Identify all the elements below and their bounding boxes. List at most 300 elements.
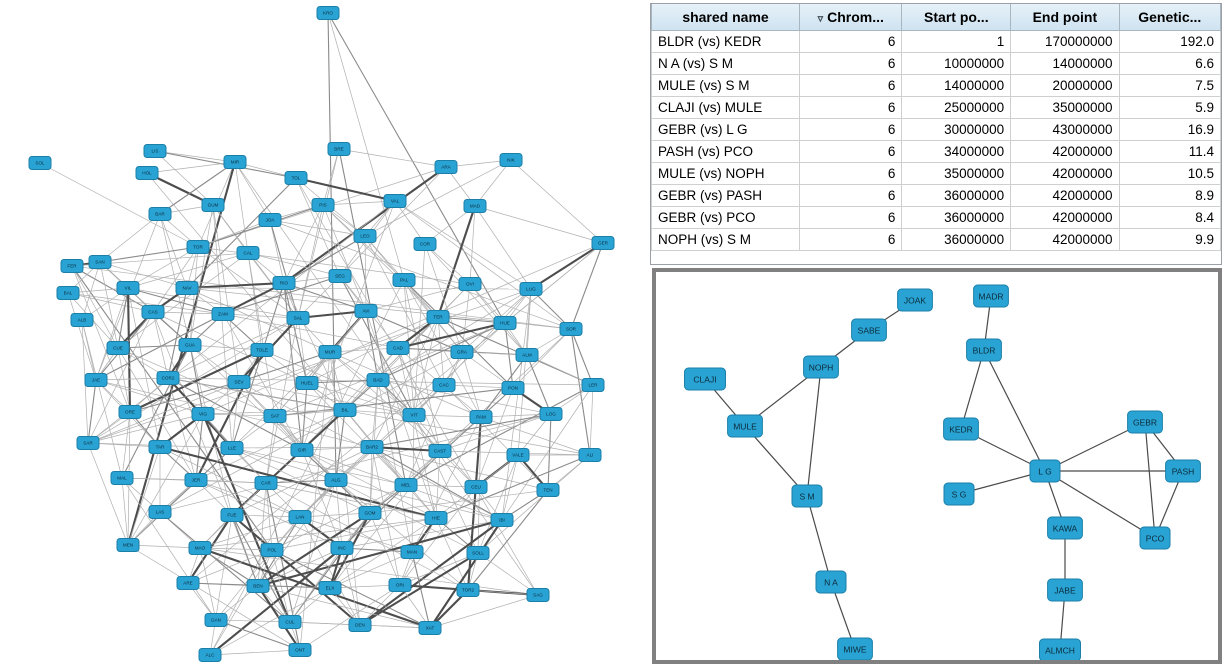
table-cell-shared_name[interactable]: NOPH (vs) S M bbox=[652, 229, 800, 251]
main-network-edge[interactable] bbox=[475, 206, 603, 243]
node-label: BEN bbox=[253, 583, 263, 589]
table-cell-chromosome[interactable]: 6 bbox=[800, 97, 902, 119]
main-network-edge[interactable] bbox=[128, 545, 300, 650]
sub-network-node[interactable] bbox=[967, 339, 1002, 361]
sub-network-node[interactable] bbox=[1128, 411, 1163, 433]
main-network-edge[interactable] bbox=[336, 480, 342, 548]
node-label: ZAM bbox=[218, 311, 228, 317]
main-network-node[interactable] bbox=[189, 542, 211, 555]
table-row[interactable] bbox=[652, 53, 1221, 75]
main-network-node[interactable] bbox=[224, 156, 246, 169]
main-network-node[interactable] bbox=[61, 260, 83, 273]
main-network-node[interactable] bbox=[367, 374, 389, 387]
main-network-node[interactable] bbox=[465, 481, 487, 494]
node-label: PAM bbox=[476, 414, 486, 420]
node-label: BLDR bbox=[972, 345, 996, 356]
main-network-edge[interactable] bbox=[511, 160, 603, 243]
table-cell-start_point[interactable]: 36000000 bbox=[902, 185, 1011, 207]
node-label: FUE bbox=[227, 512, 237, 518]
main-network-edge[interactable] bbox=[302, 383, 307, 450]
table-cell-end_point[interactable]: 43000000 bbox=[1011, 119, 1119, 141]
main-network-edge[interactable] bbox=[531, 243, 603, 289]
table-cell-start_point[interactable]: 1 bbox=[902, 31, 1011, 53]
main-network-edge[interactable] bbox=[160, 214, 190, 345]
main-network-node[interactable] bbox=[89, 256, 111, 269]
sub-network-node[interactable] bbox=[792, 485, 822, 507]
main-network-node[interactable] bbox=[202, 199, 224, 212]
node-label: MEN bbox=[122, 542, 134, 548]
sub-network-nodes[interactable] bbox=[685, 285, 1201, 660]
node-label: MUR bbox=[324, 349, 336, 355]
main-network-edge[interactable] bbox=[412, 552, 430, 628]
main-network-edge[interactable] bbox=[270, 220, 365, 236]
main-network-edge[interactable] bbox=[548, 414, 551, 490]
table-cell-genetic[interactable]: 16.9 bbox=[1119, 119, 1220, 141]
table-cell-start_point[interactable]: 35000000 bbox=[902, 163, 1011, 185]
table-cell-end_point[interactable]: 14000000 bbox=[1011, 53, 1119, 75]
table-cell-shared_name[interactable]: GEBR (vs) PCO bbox=[652, 207, 800, 229]
filter-icon[interactable]: ▿ bbox=[817, 12, 824, 25]
main-network-node[interactable] bbox=[255, 477, 277, 490]
table-cell-chromosome[interactable]: 6 bbox=[800, 185, 902, 207]
table-cell-genetic[interactable]: 192.0 bbox=[1119, 31, 1220, 53]
main-network-node[interactable] bbox=[29, 157, 51, 170]
main-network-node[interactable] bbox=[117, 282, 139, 295]
node-label: LIS bbox=[151, 148, 159, 154]
main-network-node[interactable] bbox=[494, 317, 516, 330]
main-network-node[interactable] bbox=[395, 479, 417, 492]
node-label: GAN bbox=[211, 617, 221, 623]
sub-network-edge[interactable] bbox=[1145, 422, 1155, 538]
main-network-edge[interactable] bbox=[266, 416, 275, 483]
main-network-edge[interactable] bbox=[190, 205, 213, 345]
main-network-node[interactable] bbox=[361, 441, 383, 454]
sub-network-node[interactable] bbox=[944, 483, 974, 505]
main-network-edge[interactable] bbox=[235, 162, 248, 253]
node-label: PON bbox=[508, 385, 518, 391]
sub-network-node[interactable] bbox=[944, 418, 979, 440]
main-network-node[interactable] bbox=[212, 308, 234, 321]
table-cell-chromosome[interactable]: 6 bbox=[800, 75, 902, 97]
main-network-node[interactable] bbox=[419, 622, 441, 635]
table-cell-chromosome[interactable]: 6 bbox=[800, 141, 902, 163]
main-network-edge[interactable] bbox=[284, 283, 366, 311]
node-label: CAL bbox=[243, 250, 253, 256]
main-network-node[interactable] bbox=[289, 511, 311, 524]
table-body[interactable] bbox=[652, 31, 1221, 251]
main-network-node[interactable] bbox=[491, 514, 513, 527]
table-cell-start_point[interactable]: 10000000 bbox=[902, 53, 1011, 75]
main-network-node[interactable] bbox=[537, 484, 559, 497]
main-network-node[interactable] bbox=[354, 230, 376, 243]
main-network-node[interactable] bbox=[414, 238, 436, 251]
main-network-node[interactable] bbox=[273, 277, 295, 290]
main-network-node[interactable] bbox=[177, 577, 199, 590]
table-row[interactable] bbox=[652, 229, 1221, 251]
column-header-genetic[interactable] bbox=[1119, 4, 1220, 31]
node-label: SOLL bbox=[472, 550, 484, 556]
main-network-node[interactable] bbox=[349, 619, 371, 632]
main-network-edge[interactable] bbox=[88, 443, 128, 545]
table-cell-genetic[interactable]: 7.5 bbox=[1119, 75, 1220, 97]
table-cell-end_point[interactable]: 170000000 bbox=[1011, 31, 1119, 53]
table-cell-chromosome[interactable]: 6 bbox=[800, 207, 902, 229]
sub-network-node[interactable] bbox=[816, 571, 846, 593]
edge-table[interactable] bbox=[651, 4, 1221, 251]
table-cell-genetic[interactable]: 9.9 bbox=[1119, 229, 1220, 251]
main-network-edge[interactable] bbox=[210, 650, 300, 655]
main-network-node[interactable] bbox=[119, 406, 141, 419]
table-cell-start_point[interactable]: 36000000 bbox=[902, 229, 1011, 251]
table-cell-genetic[interactable]: 6.6 bbox=[1119, 53, 1220, 75]
main-network-node[interactable] bbox=[179, 339, 201, 352]
main-network-node[interactable] bbox=[285, 172, 307, 185]
table-row[interactable] bbox=[652, 31, 1221, 53]
node-label: TOL bbox=[291, 175, 301, 181]
main-network-node[interactable] bbox=[516, 349, 538, 362]
main-network-node[interactable] bbox=[199, 649, 221, 662]
main-network-node[interactable] bbox=[312, 199, 334, 212]
node-label: BRE bbox=[334, 146, 344, 152]
sub-network-edge[interactable] bbox=[807, 496, 831, 582]
sub-network-node[interactable] bbox=[1166, 460, 1201, 482]
main-network-edge[interactable] bbox=[365, 236, 462, 352]
table-row[interactable] bbox=[652, 119, 1221, 141]
main-network-node[interactable] bbox=[71, 314, 93, 327]
node-label: VIG bbox=[199, 411, 207, 417]
table-cell-end_point[interactable]: 20000000 bbox=[1011, 75, 1119, 97]
node-label: LAN bbox=[295, 514, 305, 520]
node-label: KAWA bbox=[1052, 523, 1078, 534]
main-network-node[interactable] bbox=[325, 474, 347, 487]
sub-network-node[interactable] bbox=[1048, 517, 1083, 539]
main-network-node[interactable] bbox=[520, 283, 542, 296]
node-label: VIL bbox=[124, 285, 132, 291]
main-network-edge[interactable] bbox=[196, 480, 300, 517]
node-label: CUL bbox=[285, 619, 295, 625]
node-label: TAR bbox=[155, 444, 165, 450]
main-network-node[interactable] bbox=[389, 579, 411, 592]
table-cell-chromosome[interactable]: 6 bbox=[800, 119, 902, 141]
node-label: OVI bbox=[466, 281, 474, 287]
table-cell-shared_name[interactable]: GEBR (vs) L G bbox=[652, 119, 800, 141]
main-network-node[interactable] bbox=[187, 241, 209, 254]
node-label: COR2 bbox=[161, 375, 175, 381]
main-network-edge[interactable] bbox=[339, 149, 446, 167]
main-network-edge[interactable] bbox=[100, 247, 198, 262]
main-network-edge[interactable] bbox=[232, 410, 345, 515]
sub-network-panel[interactable] bbox=[652, 268, 1222, 664]
main-network-node[interactable] bbox=[176, 282, 198, 295]
main-network-node[interactable] bbox=[251, 344, 273, 357]
table-cell-shared_name[interactable]: PASH (vs) PCO bbox=[652, 141, 800, 163]
main-network-edge[interactable] bbox=[210, 550, 272, 655]
main-network-node[interactable] bbox=[403, 409, 425, 422]
node-label: SEG bbox=[335, 273, 345, 279]
table-row[interactable] bbox=[652, 185, 1221, 207]
main-network-edge[interactable] bbox=[187, 178, 296, 288]
main-network-node[interactable] bbox=[144, 145, 166, 158]
table-cell-shared_name[interactable]: CLAJI (vs) MULE bbox=[652, 97, 800, 119]
main-network-node[interactable] bbox=[149, 208, 171, 221]
column-header-shared-name[interactable] bbox=[652, 4, 800, 31]
main-network-node[interactable] bbox=[228, 376, 250, 389]
main-network-edge[interactable] bbox=[462, 352, 481, 417]
main-network-edge[interactable] bbox=[590, 385, 593, 455]
main-network-node[interactable] bbox=[502, 382, 524, 395]
main-network-edge[interactable] bbox=[100, 262, 118, 348]
sub-network-node[interactable] bbox=[974, 285, 1009, 307]
main-network-node[interactable] bbox=[427, 311, 449, 324]
main-network-node[interactable] bbox=[507, 449, 529, 462]
main-network-node[interactable] bbox=[149, 506, 171, 519]
table-row[interactable] bbox=[652, 75, 1221, 97]
sub-network-edge[interactable] bbox=[984, 350, 1045, 471]
node-label: S M bbox=[799, 491, 815, 502]
table-cell-chromosome[interactable]: 6 bbox=[800, 31, 902, 53]
table-cell-shared_name[interactable]: GEBR (vs) PASH bbox=[652, 185, 800, 207]
node-label: TOLE bbox=[256, 347, 268, 353]
main-network-node[interactable] bbox=[579, 449, 601, 462]
column-header-start-point[interactable] bbox=[902, 4, 1011, 31]
main-network-node[interactable] bbox=[289, 644, 311, 657]
table-row[interactable] bbox=[652, 97, 1221, 119]
main-network-edge[interactable] bbox=[203, 243, 603, 414]
main-network-edge[interactable] bbox=[128, 162, 235, 545]
table-cell-start_point[interactable]: 36000000 bbox=[902, 207, 1011, 229]
main-network-node[interactable] bbox=[317, 7, 339, 20]
node-label: VALE bbox=[512, 452, 524, 458]
node-label: TER bbox=[433, 314, 443, 320]
column-header-end-point[interactable] bbox=[1011, 4, 1119, 31]
main-network-node[interactable] bbox=[77, 437, 99, 450]
node-label: GUM bbox=[207, 202, 219, 208]
column-label-end-point: End point bbox=[1032, 9, 1098, 25]
sub-network-node[interactable] bbox=[898, 289, 933, 311]
main-network-edge[interactable] bbox=[468, 490, 548, 590]
main-network-node[interactable] bbox=[457, 584, 479, 597]
main-network-node[interactable] bbox=[221, 509, 243, 522]
sub-network-node[interactable] bbox=[1048, 579, 1083, 601]
node-label: VAL bbox=[390, 198, 400, 204]
sub-network-node[interactable] bbox=[838, 638, 873, 660]
main-network-edge[interactable] bbox=[40, 163, 198, 247]
main-network-node[interactable] bbox=[107, 342, 129, 355]
main-network-node[interactable] bbox=[329, 270, 351, 283]
node-label: AVI bbox=[362, 308, 370, 314]
main-network-edge[interactable] bbox=[155, 151, 235, 162]
node-label: KRO bbox=[323, 10, 333, 16]
table-cell-chromosome[interactable]: 6 bbox=[800, 53, 902, 75]
sub-network-node[interactable] bbox=[1030, 460, 1060, 482]
table-cell-end_point[interactable]: 42000000 bbox=[1011, 229, 1119, 251]
main-network-edge[interactable] bbox=[300, 585, 400, 650]
main-network-node[interactable] bbox=[334, 404, 356, 417]
node-label: ONT bbox=[295, 647, 305, 653]
main-network-node[interactable] bbox=[464, 200, 486, 213]
main-network-node[interactable] bbox=[136, 167, 158, 180]
main-network-edge[interactable] bbox=[88, 382, 239, 443]
table-cell-end_point[interactable]: 35000000 bbox=[1011, 97, 1119, 119]
table-cell-genetic[interactable]: 11.4 bbox=[1119, 141, 1220, 163]
main-network-node[interactable] bbox=[149, 441, 171, 454]
main-network-nodes[interactable] bbox=[29, 7, 614, 662]
main-network-edge[interactable] bbox=[122, 478, 128, 545]
main-network-node[interactable] bbox=[319, 346, 341, 359]
sub-network-edge[interactable] bbox=[961, 350, 984, 429]
sub-network-graph[interactable] bbox=[656, 272, 1218, 660]
main-network-node[interactable] bbox=[500, 154, 522, 167]
table-cell-genetic[interactable]: 8.4 bbox=[1119, 207, 1220, 229]
main-network-node[interactable] bbox=[261, 544, 283, 557]
sub-network-edge[interactable] bbox=[807, 367, 821, 496]
main-network-node[interactable] bbox=[433, 379, 455, 392]
main-network-node[interactable] bbox=[287, 312, 309, 325]
column-header-chromosome[interactable] bbox=[800, 4, 902, 31]
main-network-node[interactable] bbox=[205, 614, 227, 627]
node-label: BAL bbox=[63, 290, 73, 296]
main-network-node[interactable] bbox=[247, 580, 269, 593]
table-cell-shared_name[interactable]: MULE (vs) NOPH bbox=[652, 163, 800, 185]
main-network-node[interactable] bbox=[429, 445, 451, 458]
main-network-node[interactable] bbox=[393, 274, 415, 287]
main-network-edge[interactable] bbox=[372, 414, 551, 447]
node-label: MIR bbox=[230, 159, 240, 165]
node-label: TOR2 bbox=[461, 587, 475, 593]
node-label: JOAK bbox=[903, 295, 927, 306]
main-network-node[interactable] bbox=[291, 444, 313, 457]
main-network-edge[interactable] bbox=[345, 317, 438, 410]
main-network-edge[interactable] bbox=[365, 236, 366, 311]
main-network-node[interactable] bbox=[259, 214, 281, 227]
table-cell-end_point[interactable]: 42000000 bbox=[1011, 185, 1119, 207]
sub-network-node[interactable] bbox=[728, 415, 763, 437]
node-label: CAD bbox=[393, 345, 403, 351]
main-network-node[interactable] bbox=[157, 372, 179, 385]
table-cell-genetic[interactable]: 10.5 bbox=[1119, 163, 1220, 185]
main-network-node[interactable] bbox=[221, 442, 243, 455]
main-network-node[interactable] bbox=[142, 306, 164, 319]
main-network-node[interactable] bbox=[296, 377, 318, 390]
main-network-edge[interactable] bbox=[440, 414, 551, 451]
main-network-edge[interactable] bbox=[475, 206, 531, 289]
table-header-row[interactable] bbox=[652, 4, 1221, 31]
node-label: HOL bbox=[142, 170, 152, 176]
table-cell-genetic[interactable]: 5.9 bbox=[1119, 97, 1220, 119]
main-network-edge[interactable] bbox=[235, 162, 270, 220]
table-cell-genetic[interactable]: 8.9 bbox=[1119, 185, 1220, 207]
node-label: ALMCH bbox=[1045, 645, 1075, 656]
main-network-node[interactable] bbox=[185, 474, 207, 487]
main-network-node[interactable] bbox=[582, 379, 604, 392]
main-network-node[interactable] bbox=[85, 374, 107, 387]
node-label: PAL bbox=[399, 277, 409, 283]
sub-network-node[interactable] bbox=[852, 319, 887, 341]
main-network-node[interactable] bbox=[117, 539, 139, 552]
main-network-node[interactable] bbox=[459, 278, 481, 291]
main-network-edge[interactable] bbox=[297, 352, 330, 650]
node-label: INC bbox=[338, 545, 346, 551]
table-cell-start_point[interactable]: 25000000 bbox=[902, 97, 1011, 119]
main-network-edge[interactable] bbox=[68, 293, 96, 380]
main-network-node[interactable] bbox=[279, 616, 301, 629]
table-cell-start_point[interactable]: 30000000 bbox=[902, 119, 1011, 141]
node-label: L G bbox=[1038, 466, 1052, 477]
table-cell-shared_name[interactable]: N A (vs) S M bbox=[652, 53, 800, 75]
table-cell-start_point[interactable]: 14000000 bbox=[902, 75, 1011, 97]
main-network-node[interactable] bbox=[331, 542, 353, 555]
main-network-edge[interactable] bbox=[88, 380, 96, 443]
table-row[interactable] bbox=[652, 141, 1221, 163]
table-cell-shared_name[interactable]: MULE (vs) S M bbox=[652, 75, 800, 97]
sub-network-node[interactable] bbox=[1140, 527, 1170, 549]
main-network-node[interactable] bbox=[401, 546, 423, 559]
node-label: SABE bbox=[857, 325, 881, 336]
main-network-node[interactable] bbox=[435, 161, 457, 174]
node-label: VIT bbox=[410, 412, 418, 418]
table-cell-end_point[interactable]: 42000000 bbox=[1011, 163, 1119, 185]
main-network-node[interactable] bbox=[328, 143, 350, 156]
table-cell-shared_name[interactable]: BLDR (vs) KEDR bbox=[652, 31, 800, 53]
main-network-node[interactable] bbox=[359, 507, 381, 520]
node-label: JER bbox=[191, 477, 201, 483]
node-label: NIK bbox=[507, 157, 515, 163]
node-label: CAST bbox=[433, 448, 447, 454]
table-cell-start_point[interactable]: 34000000 bbox=[902, 141, 1011, 163]
table-cell-end_point[interactable]: 42000000 bbox=[1011, 207, 1119, 229]
node-label: GER bbox=[598, 240, 608, 246]
node-label: SAG bbox=[533, 592, 543, 598]
node-label: JAE bbox=[91, 377, 101, 383]
main-network-node[interactable] bbox=[111, 472, 133, 485]
main-network-node[interactable] bbox=[527, 589, 549, 602]
main-network-node[interactable] bbox=[425, 512, 447, 525]
sub-network-node[interactable] bbox=[685, 368, 726, 390]
table-row[interactable] bbox=[652, 163, 1221, 185]
table-cell-chromosome[interactable]: 6 bbox=[800, 163, 902, 185]
node-label: MULE bbox=[733, 421, 757, 432]
node-label: CAR bbox=[261, 480, 271, 486]
node-label: LEO bbox=[360, 233, 370, 239]
main-network-node[interactable] bbox=[384, 195, 406, 208]
main-network-node[interactable] bbox=[355, 305, 377, 318]
node-label: ARE bbox=[183, 580, 193, 586]
sub-network-edges bbox=[705, 296, 1183, 650]
main-network-node[interactable] bbox=[387, 342, 409, 355]
main-network-node[interactable] bbox=[319, 582, 341, 595]
main-network-node[interactable] bbox=[192, 408, 214, 421]
main-network-node[interactable] bbox=[264, 410, 286, 423]
table-row[interactable] bbox=[652, 207, 1221, 229]
main-network-node[interactable] bbox=[560, 323, 582, 336]
sub-network-node[interactable] bbox=[1040, 639, 1081, 660]
node-label: GUA bbox=[185, 342, 195, 348]
main-network-edge[interactable] bbox=[366, 284, 470, 311]
main-network-node[interactable] bbox=[470, 411, 492, 424]
main-network-node[interactable] bbox=[57, 287, 79, 300]
main-network-node[interactable] bbox=[592, 237, 614, 250]
sub-network-node[interactable] bbox=[804, 356, 839, 378]
column-label-start-point: Start po... bbox=[924, 9, 989, 25]
main-network-node[interactable] bbox=[540, 408, 562, 421]
main-network-node[interactable] bbox=[237, 247, 259, 260]
main-network-node[interactable] bbox=[451, 346, 473, 359]
edge-table-panel[interactable] bbox=[650, 3, 1222, 265]
node-label: ELX bbox=[325, 585, 335, 591]
table-cell-chromosome[interactable]: 6 bbox=[800, 229, 902, 251]
table-cell-end_point[interactable]: 42000000 bbox=[1011, 141, 1119, 163]
main-network-node[interactable] bbox=[467, 547, 489, 560]
